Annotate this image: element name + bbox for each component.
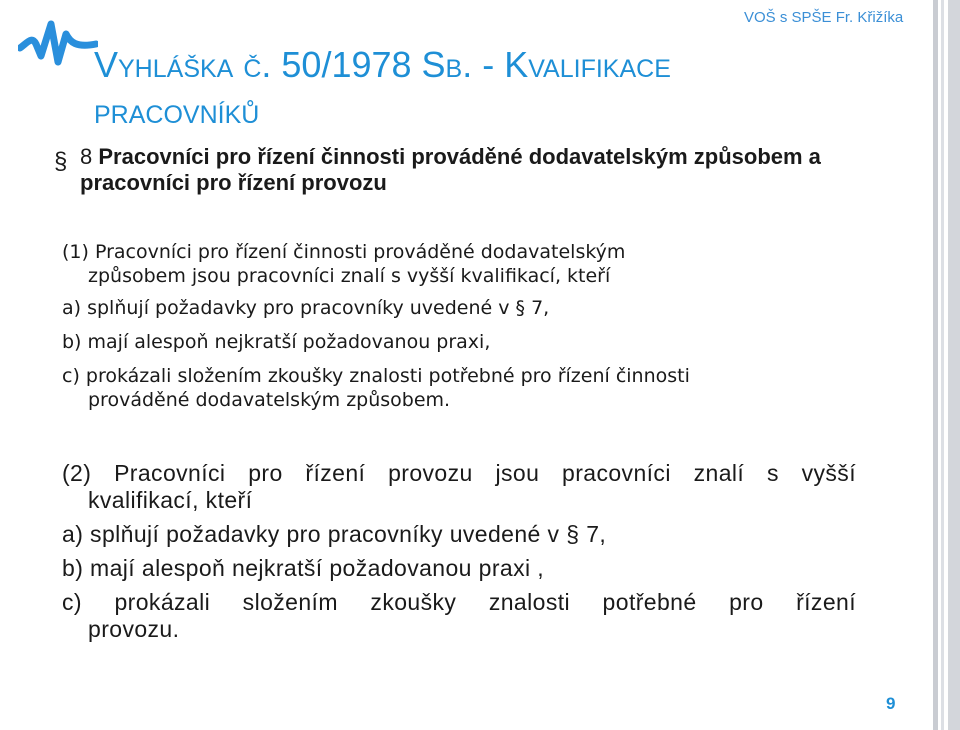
slide-edge-strip (933, 0, 938, 730)
slide-title (94, 42, 814, 134)
paragraph-1 (62, 240, 856, 422)
text-line: provozu. (88, 616, 180, 642)
slide-title-line: Vyhláška č. 50/1978 Sb. - Kvalifikace (94, 44, 671, 85)
section-number: 8 (80, 144, 93, 169)
text-line: kvalifikací, kteří (88, 487, 253, 513)
page-number: 9 (886, 694, 896, 713)
text-line: c) prokázali složením zkoušky znalosti potřebné pro řízení (62, 589, 856, 615)
paragraph-2 (62, 460, 856, 650)
list-item: b) mají alespoň nejkratší požadovanou praxi , (62, 555, 545, 581)
paragraph-1-intro (62, 240, 856, 288)
organization-name: VOŠ s SPŠE Fr. Křižíka (744, 9, 904, 26)
text-line: c) prokázali složením zkoušky znalosti potřebné pro řízení činnosti (62, 365, 690, 387)
slide-edge-strip (948, 0, 960, 730)
list-item: b) mají alespoň nejkratší požadovanou praxi, (62, 331, 491, 353)
paragraph-2-intro (62, 460, 856, 514)
wave-logo-icon (18, 14, 98, 74)
text-line: prováděné dodavatelským způsobem. (88, 389, 451, 411)
slide-edge-strip (941, 0, 944, 730)
text-line: (1) Pracovníci pro řízení činnosti prováděné dodavatelským (62, 241, 626, 263)
list-item: a) splňují požadavky pro pracovníky uvedené v § 7, (62, 521, 607, 547)
text-line: (2) Pracovníci pro řízení provozu jsou pracovníci znalí s vyšší (62, 460, 856, 486)
section-heading (80, 144, 840, 196)
section-heading-text: Pracovníci pro řízení činnosti prováděné dodavatelským způsobem a pracovníci pro řízení provozu (80, 144, 821, 195)
list-item: a) splňují požadavky pro pracovníky uvedené v § 7, (62, 297, 550, 319)
list-item (62, 364, 856, 412)
slide-title-line: pracovníků (94, 90, 260, 131)
list-item (62, 589, 856, 643)
section-sign: § (54, 148, 68, 175)
text-line: způsobem jsou pracovníci znalí s vyšší kvalifikací, kteří (88, 265, 611, 287)
